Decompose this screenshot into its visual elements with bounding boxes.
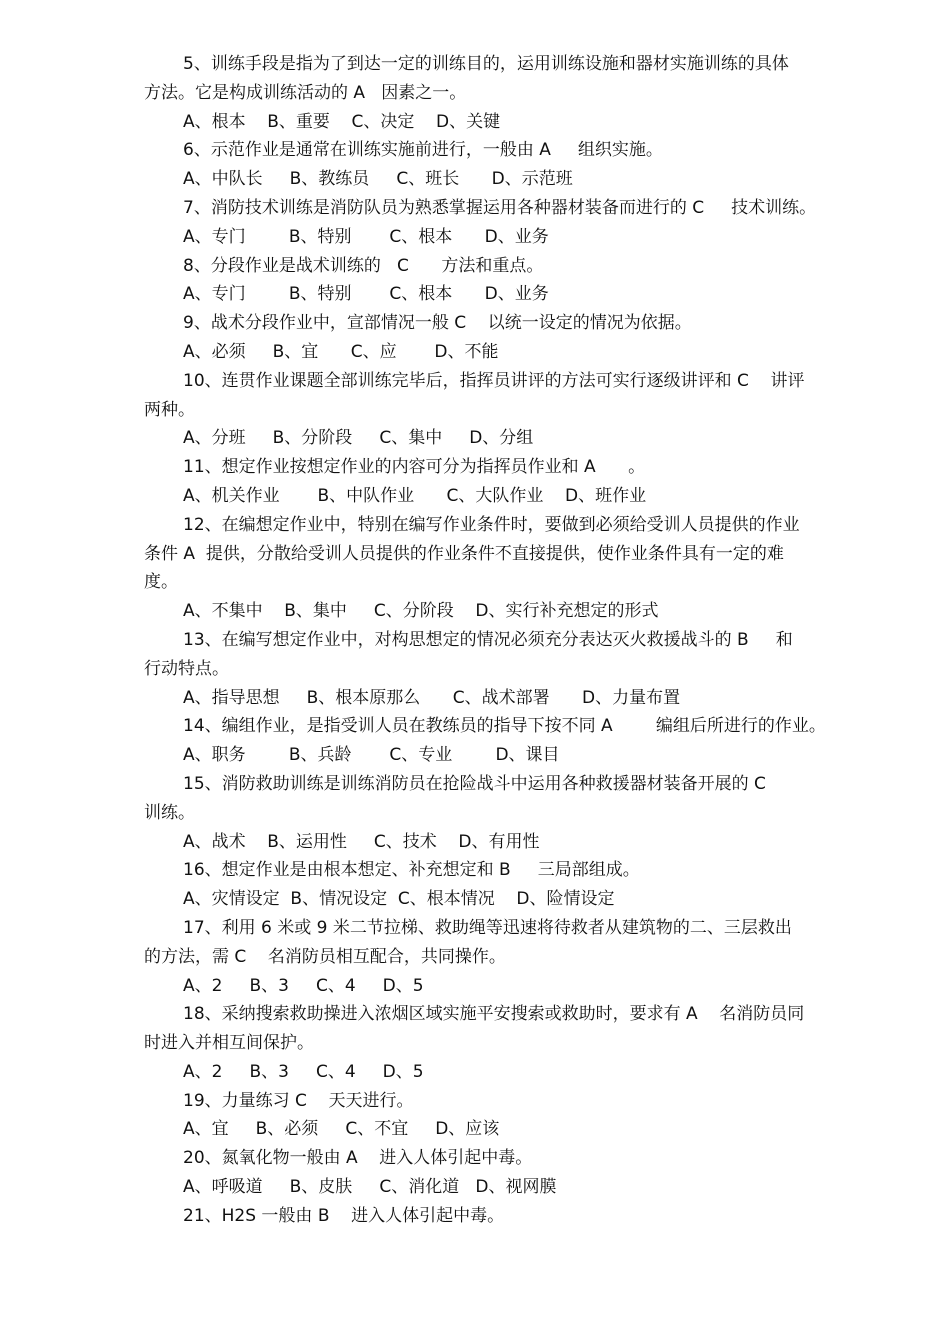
text-line: A、专门 B、特别 C、根本 D、业务 xyxy=(183,284,549,305)
text-line: A、机关作业 B、中队作业 C、大队作业 D、班作业 xyxy=(183,485,647,506)
text-line: A、职务 B、兵龄 C、专业 D、课目 xyxy=(183,745,560,766)
text-line: A、专门 B、特别 C、根本 D、业务 xyxy=(183,226,549,247)
text-line: 17、利用 6 米或 9 米二节拉梯、救助绳等迅速将待救者从建筑物的二、三层救出 xyxy=(183,917,792,938)
text-line: 18、采纳搜索救助操进入浓烟区域实施平安搜索或救助时，要求有 A 名消防员同 xyxy=(183,1004,805,1025)
text-line: 度。 xyxy=(144,572,178,593)
text-line: 20、氮氧化物一般由 A 进入人体引起中毒。 xyxy=(183,1148,533,1169)
text-line: 16、想定作业是由根本想定、补充想定和 B 三局部组成。 xyxy=(183,860,640,881)
text-line: A、2 B、3 C、4 D、5 xyxy=(183,975,424,996)
document-body xyxy=(0,50,950,1231)
text-line: 10、连贯作业课题全部训练完毕后，指挥员讲评的方法可实行逐级讲评和 C 讲评 xyxy=(183,370,805,391)
text-line: A、灾情设定 B、情况设定 C、根本情况 D、险情设定 xyxy=(183,889,615,910)
text-line: 5、训练手段是指为了到达一定的训练目的，运用训练设施和器材实施训练的具体 xyxy=(183,54,789,74)
text-line: A、呼吸道 B、皮肤 C、消化道 D、视网膜 xyxy=(183,1177,557,1198)
text-line: 15、消防救助训练是训练消防员在抢险战斗中运用各种救援器材装备开展的 C xyxy=(183,773,766,794)
text-line: 6、示范作业是通常在训练实施前进行，一般由 A 组织实施。 xyxy=(183,140,663,161)
text-line: 训练。 xyxy=(144,802,195,823)
text-line: A、战术 B、运用性 C、技术 D、有用性 xyxy=(183,831,540,852)
text-line: 14、编组作业，是指受训人员在教练员的指导下按不同 A 编组后所进行的作业。 xyxy=(183,716,826,737)
text-line: 21、H2S 一般由 B 进入人体引起中毒。 xyxy=(183,1205,505,1226)
text-line: A、2 B、3 C、4 D、5 xyxy=(183,1061,424,1082)
text-line: 13、在编写想定作业中，对构思想定的情况必须充分表达灭火救援战斗的 B 和 xyxy=(183,629,793,650)
text-line: 的方法，需 C 名消防员相互配合，共同操作。 xyxy=(144,946,506,967)
text-line: 两种。 xyxy=(144,399,195,420)
text-line: 9、战术分段作业中，宣部情况一般 C 以统一设定的情况为依据。 xyxy=(183,313,692,334)
text-line: A、根本 B、重要 C、决定 D、关键 xyxy=(183,111,501,132)
text-line: 7、消防技术训练是消防队员为熟悉掌握运用各种器材装备而进行的 C 技术训练。 xyxy=(183,197,817,218)
text-line: 12、在编想定作业中，特别在编写作业条件时，要做到必须给受训人员提供的作业 xyxy=(183,514,800,535)
text-line: 8、分段作业是战术训练的 C 方法和重点。 xyxy=(183,255,544,276)
text-line: 时进入并相互间保护。 xyxy=(144,1033,314,1054)
text-line: 行动特点。 xyxy=(144,658,229,679)
text-line: 11、想定作业按想定作业的内容可分为指挥员作业和 A 。 xyxy=(183,457,646,478)
text-line: 方法。它是构成训练活动的 A 因素之一。 xyxy=(144,82,467,103)
text-line: A、宜 B、必须 C、不宜 D、应该 xyxy=(183,1119,500,1140)
text-line: A、必须 B、宜 C、应 D、不能 xyxy=(183,341,499,362)
text-line: 19、力量练习 C 天天进行。 xyxy=(183,1090,414,1111)
text-line: A、分班 B、分阶段 C、集中 D、分组 xyxy=(183,428,534,449)
text-line: A、不集中 B、集中 C、分阶段 D、实行补充想定的形式 xyxy=(183,601,659,622)
text-line: 条件 A 提供，分散给受训人员提供的作业条件不直接提供，使作业条件具有一定的难 xyxy=(144,543,784,564)
text-line: A、中队长 B、教练员 C、班长 D、示范班 xyxy=(183,169,573,190)
text-line: A、指导思想 B、根本原那么 C、战术部署 D、力量布置 xyxy=(183,687,681,708)
